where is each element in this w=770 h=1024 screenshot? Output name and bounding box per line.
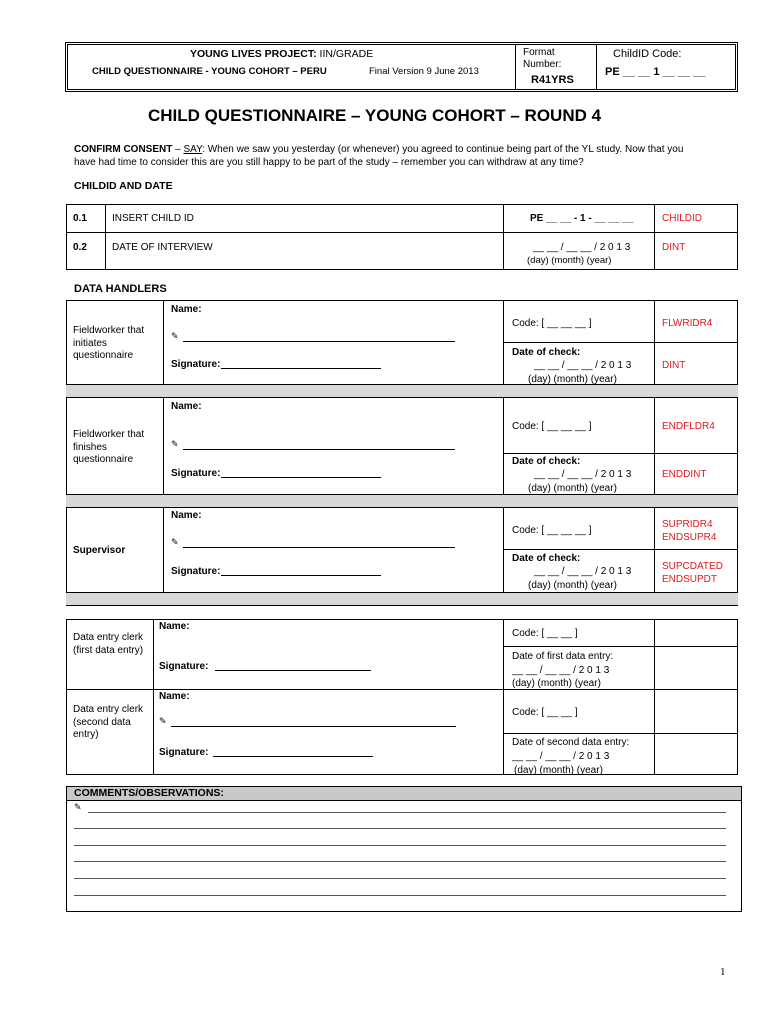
- project-label: YOUNG LIVES PROJECT: IIN/GRADE: [190, 48, 374, 60]
- variable-code: SUPCDATED ENDSUPDT: [662, 561, 723, 585]
- header-divider: [515, 44, 516, 90]
- interview-date-input[interactable]: __ __ / __ __ / 2 0 1 3: [533, 242, 631, 253]
- childid-code[interactable]: PE __ __ 1 __ __ __: [605, 66, 706, 78]
- entry-date-input[interactable]: __ __ / __ __ / 2 0 1 3: [512, 665, 610, 676]
- name-label: Name:: [171, 304, 202, 315]
- col-divider: [503, 204, 504, 270]
- name-label: Name:: [159, 691, 190, 702]
- format-number: R41YRS: [531, 74, 574, 86]
- name-label: Name:: [171, 401, 202, 412]
- date-check-label: Date of check:: [512, 456, 581, 467]
- comments-label: COMMENTS/OBSERVATIONS:: [74, 787, 224, 799]
- handler-role: Fieldworker that finishes questionnaire: [73, 429, 145, 465]
- date-check-label: Date of check:: [512, 347, 581, 358]
- date-format-hint: (day) (month) (year): [514, 765, 603, 776]
- variable-code: DINT: [662, 242, 686, 253]
- entry-date-label: Date of first data entry:: [512, 651, 614, 662]
- variable-code: ENDDINT: [662, 469, 707, 480]
- separator-row: [66, 494, 738, 508]
- col-divider: [503, 508, 504, 592]
- row-divider: [503, 646, 738, 647]
- pen-icon: ✎: [171, 440, 179, 450]
- date-check-input[interactable]: __ __ / __ __ / 2 0 1 3: [534, 360, 632, 371]
- date-format-hint: (day) (month) (year): [528, 483, 617, 494]
- code-input[interactable]: Code: [ __ __ ]: [512, 707, 578, 718]
- separator-row: [66, 592, 738, 606]
- name-input-line[interactable]: [183, 547, 455, 548]
- name-input-line[interactable]: [183, 449, 455, 450]
- entry-role: Data entry clerk (first data entry): [73, 632, 144, 656]
- row-number: 0.2: [73, 242, 87, 253]
- col-divider: [163, 398, 164, 494]
- handler-role: Supervisor: [73, 545, 126, 556]
- code-input[interactable]: Code: [ __ __ __ ]: [512, 421, 592, 432]
- childid-input[interactable]: PE __ __ - 1 - __ __ __: [530, 213, 634, 224]
- variable-code: FLWRIDR4: [662, 318, 713, 329]
- page-number: 1: [720, 966, 726, 978]
- comment-line[interactable]: [74, 895, 726, 896]
- date-check-input[interactable]: __ __ / __ __ / 2 0 1 3: [534, 469, 632, 480]
- consent-text: CONFIRM CONSENT – SAY: When we saw you yesterday (or whenever) you agreed to continue being part of the YL study. Now that you have had time to consider this are you still happy to be part of the study – remember you can withdraw at any time?: [74, 144, 684, 168]
- comment-line[interactable]: [88, 812, 726, 813]
- header-subtitle: CHILD QUESTIONNAIRE - YOUNG COHORT – PERU: [92, 66, 327, 77]
- comments-box: [66, 786, 742, 912]
- row-divider: [66, 232, 738, 233]
- date-format-hint: (day) (month) (year): [527, 255, 612, 266]
- col-divider: [503, 398, 504, 494]
- signature-label: Signature:: [171, 468, 221, 479]
- row-divider: [503, 342, 738, 343]
- variable-code: DINT: [662, 360, 686, 371]
- signature-input-line[interactable]: [221, 368, 381, 369]
- pen-icon: ✎: [171, 538, 179, 548]
- name-input-line[interactable]: [171, 726, 456, 727]
- col-divider: [654, 398, 655, 494]
- col-divider: [654, 508, 655, 592]
- code-input[interactable]: Code: [ __ __ __ ]: [512, 318, 592, 329]
- row-divider: [503, 453, 738, 454]
- entry-role: Data entry clerk (second data entry): [73, 704, 144, 740]
- col-divider: [105, 204, 106, 270]
- name-input-line[interactable]: [183, 341, 455, 342]
- date-format-hint: (day) (month) (year): [528, 374, 617, 385]
- signature-input-line[interactable]: [221, 575, 381, 576]
- row-label: DATE OF INTERVIEW: [112, 242, 213, 253]
- signature-input-line[interactable]: [215, 670, 371, 671]
- code-input[interactable]: Code: [ __ __ ]: [512, 628, 578, 639]
- date-format-hint: (day) (month) (year): [528, 580, 617, 591]
- col-divider: [163, 300, 164, 384]
- entry-date-label: Date of second data entry:: [512, 737, 630, 748]
- row-divider: [503, 549, 738, 550]
- signature-label: Signature:: [159, 747, 209, 758]
- pen-icon: ✎: [74, 803, 82, 813]
- handler-role: Fieldworker that initiates questionnaire: [73, 325, 145, 361]
- format-label: Format Number:: [523, 47, 562, 70]
- page-title: CHILD QUESTIONNAIRE – YOUNG COHORT – ROUND 4: [148, 106, 602, 125]
- row-divider: [66, 689, 738, 690]
- comment-line[interactable]: [74, 878, 726, 879]
- comment-line[interactable]: [74, 861, 726, 862]
- signature-label: Signature:: [171, 566, 221, 577]
- variable-code: CHILDID: [662, 213, 703, 224]
- row-number: 0.1: [73, 213, 87, 224]
- variable-code: ENDFLDR4: [662, 421, 715, 432]
- variable-code: SUPRIDR4 ENDSUPR4: [662, 519, 717, 543]
- name-label: Name:: [171, 510, 202, 521]
- signature-input-line[interactable]: [213, 756, 373, 757]
- name-label: Name:: [159, 621, 190, 632]
- header-version: Final Version 9 June 2013: [369, 66, 479, 77]
- col-divider: [163, 508, 164, 592]
- col-divider: [654, 204, 655, 270]
- entry-date-input[interactable]: __ __ / __ __ / 2 0 1 3: [512, 751, 610, 762]
- signature-input-line[interactable]: [221, 477, 381, 478]
- comment-line[interactable]: [74, 828, 726, 829]
- date-check-input[interactable]: __ __ / __ __ / 2 0 1 3: [534, 566, 632, 577]
- section-childid-heading: CHILDID AND DATE: [74, 180, 173, 192]
- comment-line[interactable]: [74, 845, 726, 846]
- section-handlers-heading: DATA HANDLERS: [74, 283, 167, 295]
- pen-icon: ✎: [171, 332, 179, 342]
- date-format-hint: (day) (month) (year): [512, 678, 601, 689]
- signature-label: Signature:: [159, 661, 209, 672]
- pen-icon: ✎: [159, 717, 167, 727]
- header-divider: [596, 44, 597, 90]
- col-divider: [503, 619, 504, 775]
- signature-label: Signature:: [171, 359, 221, 370]
- row-divider: [503, 733, 738, 734]
- col-divider: [153, 619, 154, 775]
- code-input[interactable]: Code: [ __ __ __ ]: [512, 525, 592, 536]
- separator-row: [66, 384, 738, 398]
- row-label: INSERT CHILD ID: [112, 213, 194, 224]
- childid-label: ChildID Code:: [613, 48, 682, 60]
- col-divider: [654, 619, 655, 775]
- date-check-label: Date of check:: [512, 553, 581, 564]
